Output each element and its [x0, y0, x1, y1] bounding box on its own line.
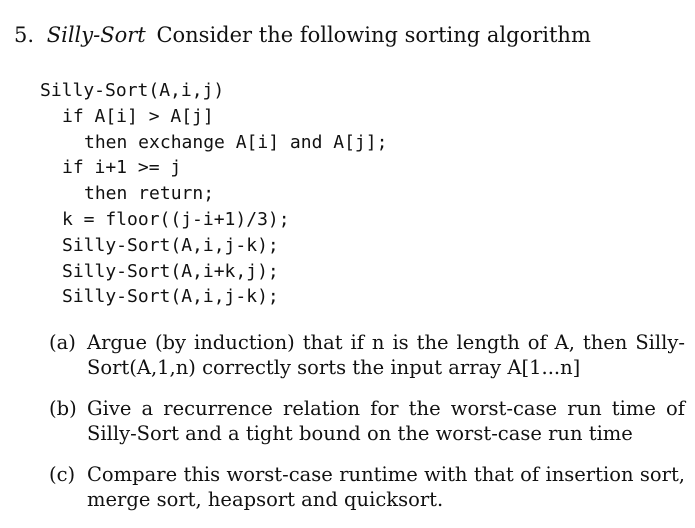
question-part-c: [49, 462, 685, 512]
part-label: (b): [49, 397, 77, 420]
question-part-b: [49, 396, 685, 446]
problem-intro: Consider the following sorting algorithm: [156, 23, 591, 47]
code-line: Silly-Sort(A,i+k,j);: [62, 260, 279, 282]
pseudocode-block: [40, 78, 387, 310]
problem-number: 5.: [14, 23, 35, 47]
code-line: if i+1 >= j: [62, 157, 182, 179]
code-line: Silly-Sort(A,i,j-k);: [62, 234, 279, 256]
question-parts: [49, 330, 685, 528]
problem-title: Silly-Sort: [46, 23, 146, 47]
part-text: Argue (by induction) that if n is the length of A, then Silly-Sort(A,1,n) correctly sorts the input array A[1...n]: [87, 331, 685, 379]
code-line: Silly-Sort(A,i,j): [40, 80, 225, 101]
problem-heading: [14, 22, 591, 48]
code-line: Silly-Sort(A,i,j-k);: [62, 286, 279, 308]
part-text: Give a recurrence relation for the worst-case run time of Silly-Sort and a tight bound on the worst-case run time: [87, 397, 685, 445]
question-part-a: [49, 330, 685, 380]
code-line: then return;: [84, 183, 215, 205]
part-label: (a): [49, 331, 76, 354]
code-line: if A[i] > A[j]: [62, 105, 214, 127]
code-line: then exchange A[i] and A[j];: [84, 131, 388, 153]
code-line: k = floor((j-i+1)/3);: [62, 208, 290, 230]
part-label: (c): [49, 463, 76, 486]
part-text: Compare this worst-case runtime with that of insertion sort, merge sort, heapsort and quicksort.: [87, 463, 685, 511]
